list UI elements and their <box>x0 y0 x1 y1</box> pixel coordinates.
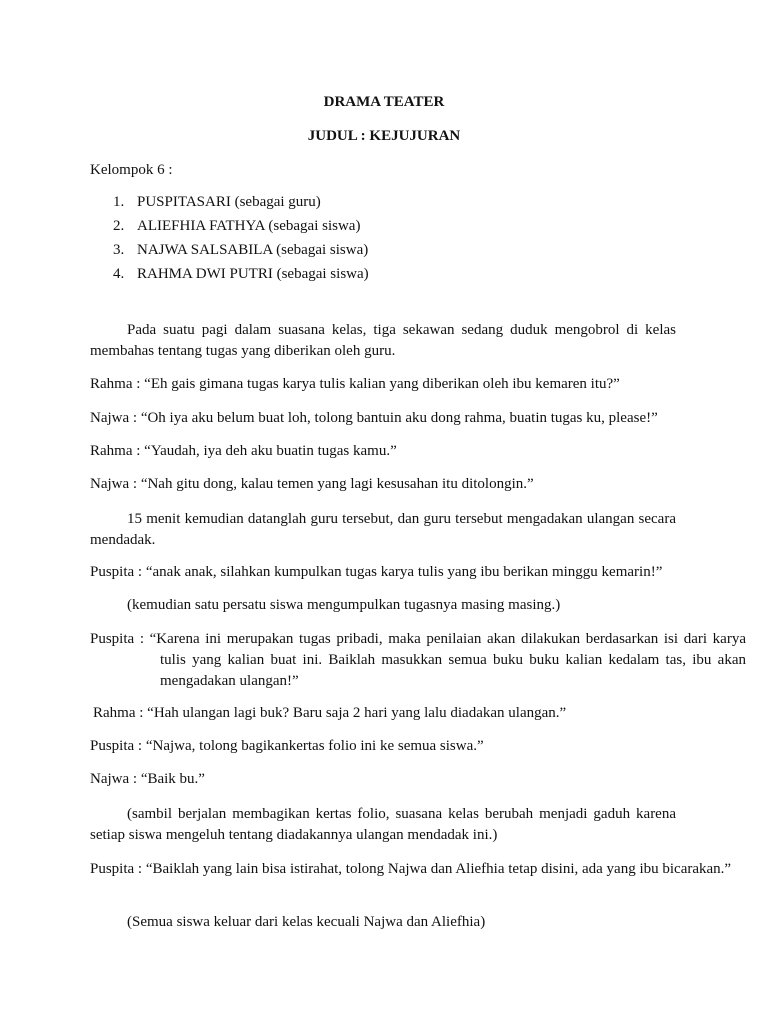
document-title: DRAMA TEATER <box>323 94 445 110</box>
list-item: 1. PUSPITASARI (sebagai guru) <box>113 194 321 210</box>
dialogue-line: Najwa : “Baik bu.” <box>90 771 205 787</box>
stage-direction: (kemudian satu persatu siswa mengumpulkan tugasnya masing masing.) <box>127 597 561 613</box>
member-list <box>113 190 369 286</box>
group-label: Kelompok 6 : <box>90 162 173 178</box>
dialogue-paragraph: Puspita : “Baiklah yang lain bisa istirahat, tolong Najwa dan Aliefhia tetap disini, ada yang ibu bicarakan.” <box>90 861 732 877</box>
dialogue-line: Rahma : “Eh gais gimana tugas karya tulis kalian yang diberikan oleh ibu kemaren itu?” <box>90 376 620 392</box>
dialogue-paragraph: Puspita : “Karena ini merupakan tugas pribadi, maka penilaian akan dilakukan berdasarkan isi dari karya tulis yang kalian buat ini. Baiklah masukkan semua buku buku kalian kedalam tas, ibu akan mengadakan ulangan!” <box>90 631 746 689</box>
dialogue-line: Najwa : “Nah gitu dong, kalau temen yang lagi kesusahan itu ditolongin.” <box>90 476 534 492</box>
list-item: 4. RAHMA DWI PUTRI (sebagai siswa) <box>113 266 369 282</box>
stage-direction-paragraph: (sambil berjalan membagikan kertas folio, suasana kelas berubah menjadi gaduh karena setiap siswa mengeluh tentang diadakannya ulangan mendadak ini.) <box>90 806 676 843</box>
list-item: 3. NAJWA SALSABILA (sebagai siswa) <box>113 242 369 258</box>
narration-paragraph: 15 menit kemudian datanglah guru tersebut, dan guru tersebut mengadakan ulangan secara mendadak. <box>90 511 676 548</box>
narration-paragraph: Pada suatu pagi dalam suasana kelas, tiga sekawan sedang duduk mengobrol di kelas membahas tentang tugas yang diberikan oleh guru. <box>90 322 676 359</box>
dialogue-line: Rahma : “Yaudah, iya deh aku buatin tugas kamu.” <box>90 443 397 459</box>
document-subtitle: JUDUL : KEJUJURAN <box>307 128 461 144</box>
dialogue-line: Puspita : “anak anak, silahkan kumpulkan tugas karya tulis yang ibu berikan minggu kemarin!” <box>90 564 663 580</box>
list-item: 2. ALIEFHIA FATHYA (sebagai siswa) <box>113 218 361 234</box>
dialogue-line: Rahma : “Hah ulangan lagi buk? Baru saja 2 hari yang lalu diadakan ulangan.” <box>93 705 567 721</box>
dialogue-line: Puspita : “Najwa, tolong bagikankertas folio ini ke semua siswa.” <box>90 738 484 754</box>
dialogue-line: Najwa : “Oh iya aku belum buat loh, tolong bantuin aku dong rahma, buatin tugas ku, please!” <box>90 410 658 426</box>
stage-direction: (Semua siswa keluar dari kelas kecuali Najwa dan Aliefhia) <box>127 914 486 930</box>
